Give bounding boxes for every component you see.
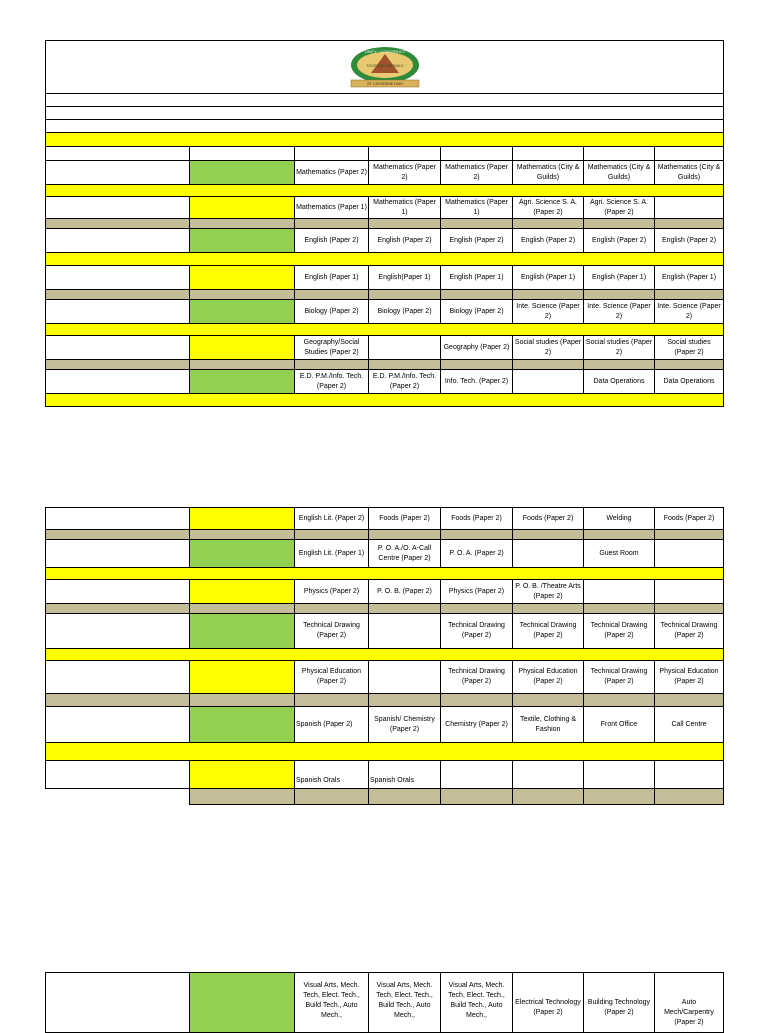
exam-cell — [513, 540, 584, 568]
exam-cell: Agri. Science S. A. (Paper 2) — [513, 197, 584, 219]
table-row — [46, 614, 724, 649]
exam-cell: Mathematics (Paper 2) — [441, 161, 513, 185]
exam-cell: Foods (Paper 2) — [655, 508, 724, 530]
exam-cell: Foods (Paper 2) — [369, 508, 441, 530]
exam-cell: Geography/Social Studies (Paper 2) — [295, 336, 369, 360]
exam-cell: Textile, Clothing & Fashion — [513, 707, 584, 743]
exam-cell: Technical Drawing (Paper 2) — [513, 614, 584, 649]
exam-cell — [369, 614, 441, 649]
column-header-row — [46, 147, 724, 161]
table-row — [46, 266, 724, 290]
exam-cell: P. O. B. (Paper 2) — [369, 580, 441, 604]
exam-cell: English (Paper 1) — [513, 266, 584, 290]
table-row — [46, 580, 724, 604]
header-row-3 — [46, 120, 724, 133]
exam-cell: English Lit. (Paper 2) — [295, 508, 369, 530]
header-row-1 — [46, 94, 724, 107]
exam-cell: Biology (Paper 2) — [369, 300, 441, 324]
exam-cell: English (Paper 2) — [369, 229, 441, 253]
exam-cell: Info. Tech. (Paper 2) — [441, 370, 513, 394]
exam-cell: English (Paper 2) — [441, 229, 513, 253]
separator-row — [46, 394, 724, 407]
exam-cell: Foods (Paper 2) — [441, 508, 513, 530]
exam-cell: Guest Room — [584, 540, 655, 568]
exam-cell: English (Paper 1) — [441, 266, 513, 290]
exam-cell: English (Paper 2) — [655, 229, 724, 253]
exam-cell: Social studies (Paper 2) — [655, 336, 724, 360]
exam-cell: English (Paper 1) — [655, 266, 724, 290]
separator-row — [46, 694, 724, 707]
exam-cell: E.D. P.M./Info. Tech. (Paper 2) — [295, 370, 369, 394]
exam-cell — [655, 197, 724, 219]
exam-cell: Technical Drawing (Paper 2) — [584, 661, 655, 694]
exam-cell: Geography (Paper 2) — [441, 336, 513, 360]
exam-cell: Data Operations — [584, 370, 655, 394]
exam-cell: Inte. Science (Paper 2) — [513, 300, 584, 324]
day-banner-row — [46, 133, 724, 147]
exam-cell: Mathematics (Paper 2) — [295, 161, 369, 185]
school-logo — [339, 45, 431, 89]
table-row — [46, 508, 724, 530]
exam-cell: Mathematics (City & Guilds) — [584, 161, 655, 185]
exam-cell: Technical Drawing (Paper 2) — [584, 614, 655, 649]
exam-cell: Physics (Paper 2) — [295, 580, 369, 604]
exam-cell: Chemistry (Paper 2) — [441, 707, 513, 743]
exam-cell: Physical Education (Paper 2) — [295, 661, 369, 694]
exam-cell: Front Office — [584, 707, 655, 743]
exam-cell: English (Paper 2) — [513, 229, 584, 253]
exam-cell: Inte. Science (Paper 2) — [655, 300, 724, 324]
separator-row — [46, 743, 724, 761]
exam-cell: Spanish Orals — [369, 761, 441, 789]
separator-row — [46, 290, 724, 300]
exam-cell: Mathematics (Paper 1) — [369, 197, 441, 219]
exam-cell: Foods (Paper 2) — [513, 508, 584, 530]
exam-cell: English Lit. (Paper 1) — [295, 540, 369, 568]
separator-row — [46, 185, 724, 197]
exam-cell: Physical Education (Paper 2) — [513, 661, 584, 694]
logo-middle-text: TOGETHER WE BUILD — [365, 64, 404, 68]
separator-row — [46, 219, 724, 229]
logo-top-text: UNITY · CONSTRUCT — [364, 49, 405, 54]
timetable-section-1 — [45, 40, 723, 407]
exam-cell: Spanish Orals — [295, 761, 369, 789]
exam-cell: English (Paper 2) — [295, 229, 369, 253]
table-row — [46, 336, 724, 360]
exam-cell: Visual Arts, Mech. Tech, Elect. Tech., Build Tech., Auto Mech., — [369, 973, 441, 1033]
exam-cell: Social studies (Paper 2) — [513, 336, 584, 360]
exam-cell: Physics (Paper 2) — [441, 580, 513, 604]
exam-cell — [369, 661, 441, 694]
exam-cell: Data Operations — [655, 370, 724, 394]
exam-cell: Technical Drawing (Paper 2) — [441, 661, 513, 694]
exam-cell: Inte. Science (Paper 2) — [584, 300, 655, 324]
exam-cell: Mathematics (Paper 1) — [441, 197, 513, 219]
logo-banner-text: ST. CATHERINE HIGH — [366, 82, 403, 86]
exam-cell: Biology (Paper 2) — [441, 300, 513, 324]
exam-cell: P. O. B. /Theatre Arts (Paper 2) — [513, 580, 584, 604]
exam-cell — [513, 370, 584, 394]
table-row — [46, 661, 724, 694]
table-row — [46, 229, 724, 253]
table-row — [46, 761, 724, 789]
exam-cell: Welding — [584, 508, 655, 530]
table-row — [46, 300, 724, 324]
header-row-2 — [46, 107, 724, 120]
exam-cell — [655, 761, 724, 789]
table-row — [46, 370, 724, 394]
exam-cell: English(Paper 1) — [369, 266, 441, 290]
exam-cell: Visual Arts, Mech. Tech, Elect. Tech., Build Tech., Auto Mech., — [295, 973, 369, 1033]
exam-cell: Electrical Technology (Paper 2) — [513, 973, 584, 1033]
exam-cell: Technical Drawing (Paper 2) — [441, 614, 513, 649]
exam-cell: P. O. A./O. A-Call Centre (Paper 2) — [369, 540, 441, 568]
exam-cell: E.D. P.M./Info. Tech. (Paper 2) — [369, 370, 441, 394]
table-row — [46, 197, 724, 219]
exam-cell: P. O. A. (Paper 2) — [441, 540, 513, 568]
separator-row — [46, 360, 724, 370]
exam-cell: Spanish/ Chemistry (Paper 2) — [369, 707, 441, 743]
exam-cell: Visual Arts, Mech. Tech, Elect. Tech., Build Tech., Auto Mech., — [441, 973, 513, 1033]
separator-row — [46, 324, 724, 336]
exam-cell — [441, 761, 513, 789]
table-row — [46, 161, 724, 185]
separator-row — [46, 530, 724, 540]
exam-cell — [513, 761, 584, 789]
exam-cell: Mathematics (Paper 2) — [369, 161, 441, 185]
table-row — [46, 707, 724, 743]
separator-row — [46, 568, 724, 580]
exam-cell: Technical Drawing (Paper 2) — [655, 614, 724, 649]
separator-row — [46, 253, 724, 266]
exam-cell: Building Technology (Paper 2) — [584, 973, 655, 1033]
exam-cell: Call Centre — [655, 707, 724, 743]
exam-cell: Spanish (Paper 2) — [295, 707, 369, 743]
separator-row — [46, 649, 724, 661]
exam-cell — [584, 761, 655, 789]
exam-cell: English (Paper 1) — [584, 266, 655, 290]
exam-cell: Agri. Science S. A. (Paper 2) — [584, 197, 655, 219]
exam-cell: Biology (Paper 2) — [295, 300, 369, 324]
exam-cell: English (Paper 2) — [584, 229, 655, 253]
timetable-table-2 — [45, 507, 724, 805]
exam-cell: Mathematics (City & Guilds) — [513, 161, 584, 185]
table-row — [46, 540, 724, 568]
exam-cell: Mathematics (City & Guilds) — [655, 161, 724, 185]
separator-row — [46, 789, 724, 805]
exam-cell: Mathematics (Paper 1) — [295, 197, 369, 219]
logo-row — [46, 41, 724, 94]
exam-cell: Physical Education (Paper 2) — [655, 661, 724, 694]
exam-cell — [369, 336, 441, 360]
separator-row — [46, 604, 724, 614]
timetable-section-2 — [45, 507, 723, 805]
exam-cell: Social studies (Paper 2) — [584, 336, 655, 360]
timetable-table-1 — [45, 40, 724, 407]
exam-cell: Auto Mech/Carpentry (Paper 2) — [655, 973, 724, 1033]
exam-cell: Technical Drawing (Paper 2) — [295, 614, 369, 649]
exam-cell: English (Paper 1) — [295, 266, 369, 290]
exam-cell — [655, 580, 724, 604]
exam-cell — [584, 580, 655, 604]
logo-cell — [46, 41, 724, 94]
exam-cell — [655, 540, 724, 568]
